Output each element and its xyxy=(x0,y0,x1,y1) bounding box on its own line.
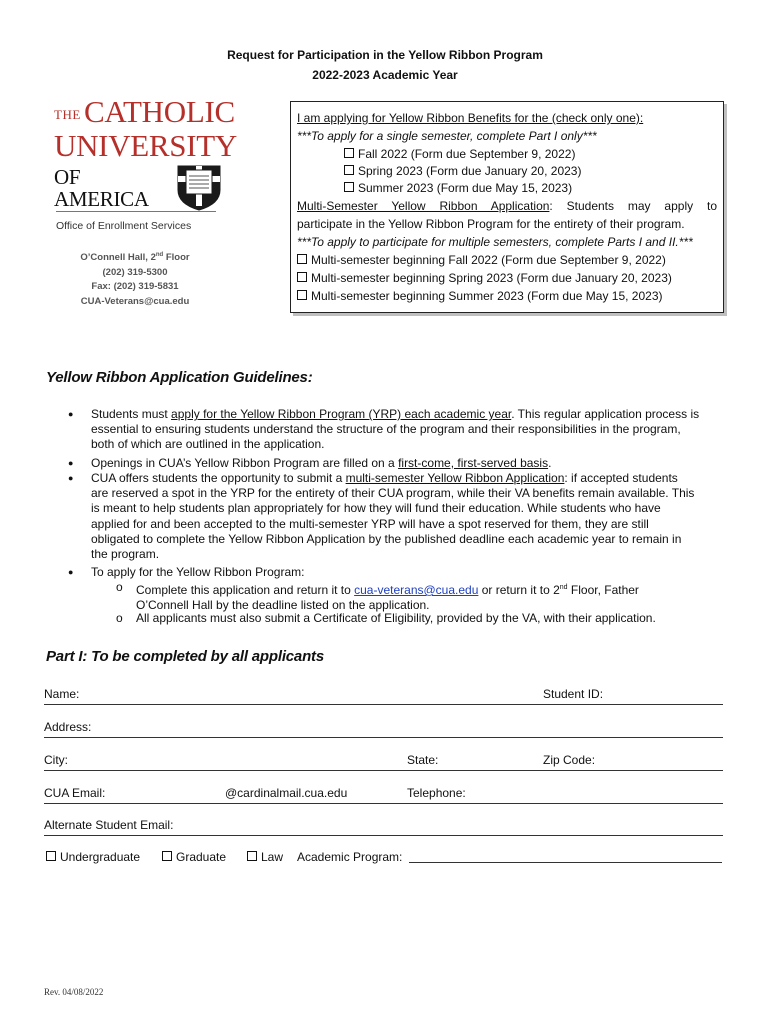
guideline-4-sub-2: All applicants must also submit a Certificate of Eligibility, provided by the VA, with their application. xyxy=(136,611,656,625)
city-input-line[interactable] xyxy=(44,770,723,771)
name-label: Name: xyxy=(44,687,80,701)
undergraduate-option[interactable]: Undergraduate xyxy=(46,850,140,864)
alt-email-input-line[interactable] xyxy=(44,835,723,836)
email-input-line[interactable] xyxy=(44,803,723,804)
bullet-marker: ● xyxy=(68,473,74,483)
student-id-label: Student ID: xyxy=(543,687,604,701)
logo-university: UNIVERSITY xyxy=(54,128,237,163)
checkbox[interactable] xyxy=(46,851,56,861)
checkbox[interactable] xyxy=(162,851,172,861)
checkbox[interactable] xyxy=(297,290,307,300)
checkbox[interactable] xyxy=(297,272,307,282)
contact-block xyxy=(60,248,210,309)
contact-hall: O’Connell Hall, 2nd Floor xyxy=(80,252,190,264)
logo-of-america: OF AMERICA xyxy=(54,165,149,211)
option-multi-spring-2023[interactable]: Multi-semester beginning Spring 2023 (Form due January 20, 2023) xyxy=(297,269,672,287)
academic-program-label: Academic Program: xyxy=(297,850,403,864)
name-input-line[interactable] xyxy=(44,704,723,705)
guideline-2: Openings in CUA’s Yellow Ribbon Program are filled on a first-come, first-served basis. xyxy=(91,456,552,470)
guideline-4-sub-1: Complete this application and return it to cua-veterans@cua.edu or return it to 2nd Floor, Father O’Connell Hall by the deadline listed on the application. xyxy=(136,583,639,613)
guideline-1: Students must apply for the Yellow Ribbon Program (YRP) each academic year. This regular application process is essential to ensuring students understand the structure of the program and their responsibilities in the program, both of which are outlined in the application. xyxy=(91,407,700,452)
option-spring-2023[interactable]: Spring 2023 (Form due January 20, 2023) xyxy=(344,162,581,180)
contact-email: CUA-Veterans@cua.edu xyxy=(80,295,190,307)
address-input-line[interactable] xyxy=(44,737,723,738)
guideline-4: To apply for the Yellow Ribbon Program: xyxy=(91,565,305,579)
checkbox[interactable] xyxy=(344,165,354,175)
bullet-marker: ● xyxy=(68,409,74,419)
part1-heading: Part I: To be completed by all applicants xyxy=(46,648,324,665)
logo-divider xyxy=(56,211,216,212)
contact-fax: Fax: (202) 319-5831 xyxy=(91,281,179,293)
checkbox[interactable] xyxy=(344,182,354,192)
multi-semester-desc: participate in the Yellow Ribbon Program for the entirety of their program. xyxy=(297,217,685,231)
sub-bullet-marker: o xyxy=(116,611,123,625)
bullet-marker: ● xyxy=(68,567,74,577)
alt-email-label: Alternate Student Email: xyxy=(44,818,174,832)
multi-semester-note: ***To apply to participate for multiple semesters, complete Parts I and II.*** xyxy=(297,235,693,249)
cua-veterans-email-link[interactable]: cua-veterans@cua.edu xyxy=(354,583,479,597)
sub-bullet-marker: o xyxy=(116,580,123,594)
checkbox[interactable] xyxy=(344,148,354,158)
state-label: State: xyxy=(407,753,439,767)
option-summer-2023[interactable]: Summer 2023 (Form due May 15, 2023) xyxy=(344,179,572,197)
law-option[interactable]: Law xyxy=(247,850,283,864)
option-multi-fall-2022[interactable]: Multi-semester beginning Fall 2022 (Form due September 9, 2022) xyxy=(297,251,666,269)
city-label: City: xyxy=(44,753,68,767)
single-semester-note: ***To apply for a single semester, complete Part I only*** xyxy=(297,129,597,143)
academic-program-input-line[interactable] xyxy=(409,862,722,863)
guideline-3: CUA offers students the opportunity to submit a multi-semester Yellow Ribbon Application: if accepted students are reserved a spot in the YRP for the entirety of their CUA program, while their VA benefits remain available. This is meant to help students plan appropriately for how they will fund their education. While students who have applied for and been accepted to the multi-semester YRP will have a spot reserved for them, they are still obligated to complete the Yellow Ribbon Application by the published deadline each academic year to remain in the program. xyxy=(91,471,695,562)
guidelines-heading: Yellow Ribbon Application Guidelines: xyxy=(46,369,313,386)
zip-code-label: Zip Code: xyxy=(543,753,596,767)
checkbox[interactable] xyxy=(297,254,307,264)
logo-catholic: CATHOLIC xyxy=(84,94,235,129)
option-fall-2022[interactable]: Fall 2022 (Form due September 9, 2022) xyxy=(344,145,575,163)
address-label: Address: xyxy=(44,720,92,734)
contact-phone: (202) 319-5300 xyxy=(102,266,168,278)
multi-semester-intro: Multi-Semester Yellow Ribbon Application: Students may apply to xyxy=(297,199,717,213)
checkbox[interactable] xyxy=(247,851,257,861)
revision-date: Rev. 04/08/2022 xyxy=(44,987,104,997)
option-multi-summer-2023[interactable]: Multi-semester beginning Summer 2023 (Form due May 15, 2023) xyxy=(297,287,663,305)
telephone-label: Telephone: xyxy=(407,786,466,800)
crest-icon xyxy=(174,164,224,212)
logo-the: THE xyxy=(54,107,81,122)
form-title: Request for Participation in the Yellow Ribbon Program xyxy=(227,48,543,62)
cua-email-label: CUA Email: xyxy=(44,786,106,800)
academic-year: 2022-2023 Academic Year xyxy=(312,68,458,82)
office-name: Office of Enrollment Services xyxy=(56,220,192,232)
graduate-option[interactable]: Graduate xyxy=(162,850,226,864)
email-domain: @cardinalmail.cua.edu xyxy=(225,786,348,800)
bullet-marker: ● xyxy=(68,458,74,468)
benefits-heading: I am applying for Yellow Ribbon Benefits for the (check only one): xyxy=(297,111,644,125)
